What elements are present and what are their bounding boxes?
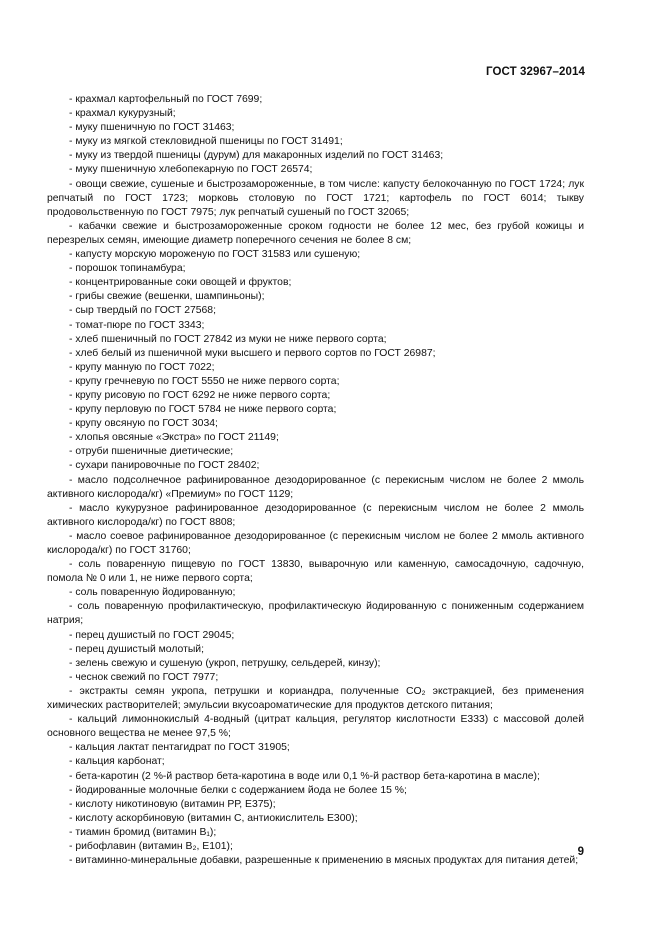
list-item: - муку пшеничную хлебопекарную по ГОСТ 26574;	[69, 164, 313, 176]
list-item: - перец душистый по ГОСТ 29045;	[69, 629, 235, 641]
list-item: - кальция лактат пентагидрат по ГОСТ 31905;	[69, 742, 290, 754]
list-item: - витаминно-минеральные добавки, разрешенные к применению в мясных продуктах для питания детей;	[69, 855, 579, 867]
list-item: - кабачки свежие и быстрозамороженные сроком годности не более 12 мес, без грубой кожицы и перезрелых семян, имеющие диаметр поперечного сечения не более 8 см;	[47, 220, 584, 246]
list-item: - крупу перловую по ГОСТ 5784 не ниже первого сорта;	[69, 404, 337, 416]
list-item: - соль поваренную пищевую по ГОСТ 13830, выварочную или каменную, самосадочную, садочную, помола № 0 или 1, не ниже первого сорта;	[47, 559, 584, 585]
list-item: - бета-каротин (2 %-й раствор бета-каротина в воде или 0,1 %-й раствор бета-каротина в масле);	[69, 770, 540, 782]
list-item: - рибофлавин (витамин B₂, Е101);	[69, 840, 233, 852]
list-item: - кислоту аскорбиновую (витамин С, антиокислитель Е300);	[69, 812, 358, 824]
page-number: 9	[577, 846, 584, 858]
list-item: - сыр твердый по ГОСТ 27568;	[69, 305, 216, 317]
document-code-header: ГОСТ 32967–2014	[485, 66, 585, 78]
list-item: - кальция карбонат;	[69, 756, 165, 768]
list-item: - муку из мягкой стекловидной пшеницы по ГОСТ 31491;	[69, 136, 343, 148]
list-item: - крупу рисовую по ГОСТ 6292 не ниже первого сорта;	[69, 389, 331, 401]
list-item: - соль поваренную профилактическую, профилактическую йодированную с пониженным содержанием натрия;	[47, 601, 584, 627]
list-item: - хлеб белый из пшеничной муки высшего и первого сортов по ГОСТ 26987;	[69, 347, 436, 359]
list-item: - муку пшеничную по ГОСТ 31463;	[69, 122, 235, 134]
list-item: - томат-пюре по ГОСТ 3343;	[69, 319, 205, 331]
list-item: - чеснок свежий по ГОСТ 7977;	[69, 671, 219, 683]
list-item: - сухари панировочные по ГОСТ 28402;	[69, 460, 260, 472]
list-item: - муку из твердой пшеницы (дурум) для макаронных изделий по ГОСТ 31463;	[69, 150, 444, 162]
list-item: - масло кукурузное рафинированное дезодорированное (с перекисным числом не более 2 ммоль активного кислорода/кг) по ГОСТ 8808;	[47, 502, 584, 528]
list-item: - хлеб пшеничный по ГОСТ 27842 из муки не ниже первого сорта;	[69, 333, 387, 345]
list-item: - крупу гречневую по ГОСТ 5550 не ниже первого сорта;	[69, 375, 340, 387]
list-item: - крупу манную по ГОСТ 7022;	[69, 361, 215, 373]
list-item: - отруби пшеничные диетические;	[69, 446, 234, 458]
list-item: - концентрированные соки овощей и фруктов;	[69, 277, 292, 289]
list-item: - тиамин бромид (витамин B₁);	[69, 826, 217, 838]
list-item: - зелень свежую и сушеную (укроп, петрушку, сельдерей, кинзу);	[69, 657, 381, 669]
list-item: - кальций лимоннокислый 4-водный (цитрат кальция, регулятор кислотности Е333) с массовой долей основного вещества не менее 97,5 %;	[47, 714, 584, 740]
list-item: - масло подсолнечное рафинированное дезодорированное (с перекисным числом не более 2 ммоль активного кислорода/кг) «Премиум» по ГОСТ 1129;	[47, 474, 584, 500]
list-item: - крупу овсяную по ГОСТ 3034;	[69, 418, 218, 430]
list-item: - крахмал картофельный по ГОСТ 7699;	[69, 94, 263, 105]
list-item: - овощи свежие, сушеные и быстрозамороженные, в том числе: капусту белокочанную по ГОСТ 1724; лук репчатый по ГОСТ 1723; морковь столовую по ГОСТ 1721; картофель по ГОСТ 6014; тыкву продовольственную по ГОСТ 7975; лук репчатый сушеный по ГОСТ 32065;	[47, 178, 584, 218]
list-item: - капусту морскую мороженую по ГОСТ 31583 или сушеную;	[69, 249, 361, 261]
list-item: - порошок топинамбура;	[69, 263, 186, 275]
list-item: - крахмал кукурузный;	[69, 108, 176, 120]
list-item: - кислоту никотиновую (витамин РР, Е375);	[69, 798, 276, 810]
list-item: - масло соевое рафинированное дезодорированное (с перекисным числом не более 2 ммоль активного кислорода/кг) по ГОСТ 31760;	[47, 530, 584, 556]
list-item: - йодированные молочные белки с содержанием йода не более 15 %;	[69, 784, 407, 796]
list-item: - соль поваренную йодированную;	[69, 587, 236, 599]
list-item: - грибы свежие (вешенки, шампиньоны);	[69, 291, 265, 303]
list-item: - перец душистый молотый;	[69, 643, 205, 655]
list-item: - экстракты семян укропа, петрушки и кориандра, полученные CO₂ экстракцией, без применения химических растворителей; эмульсии вкусоароматические для продуктов детского питания;	[47, 685, 584, 712]
list-item: - хлопья овсяные «Экстра» по ГОСТ 21149;	[69, 432, 279, 444]
ingredient-list	[47, 93, 584, 868]
